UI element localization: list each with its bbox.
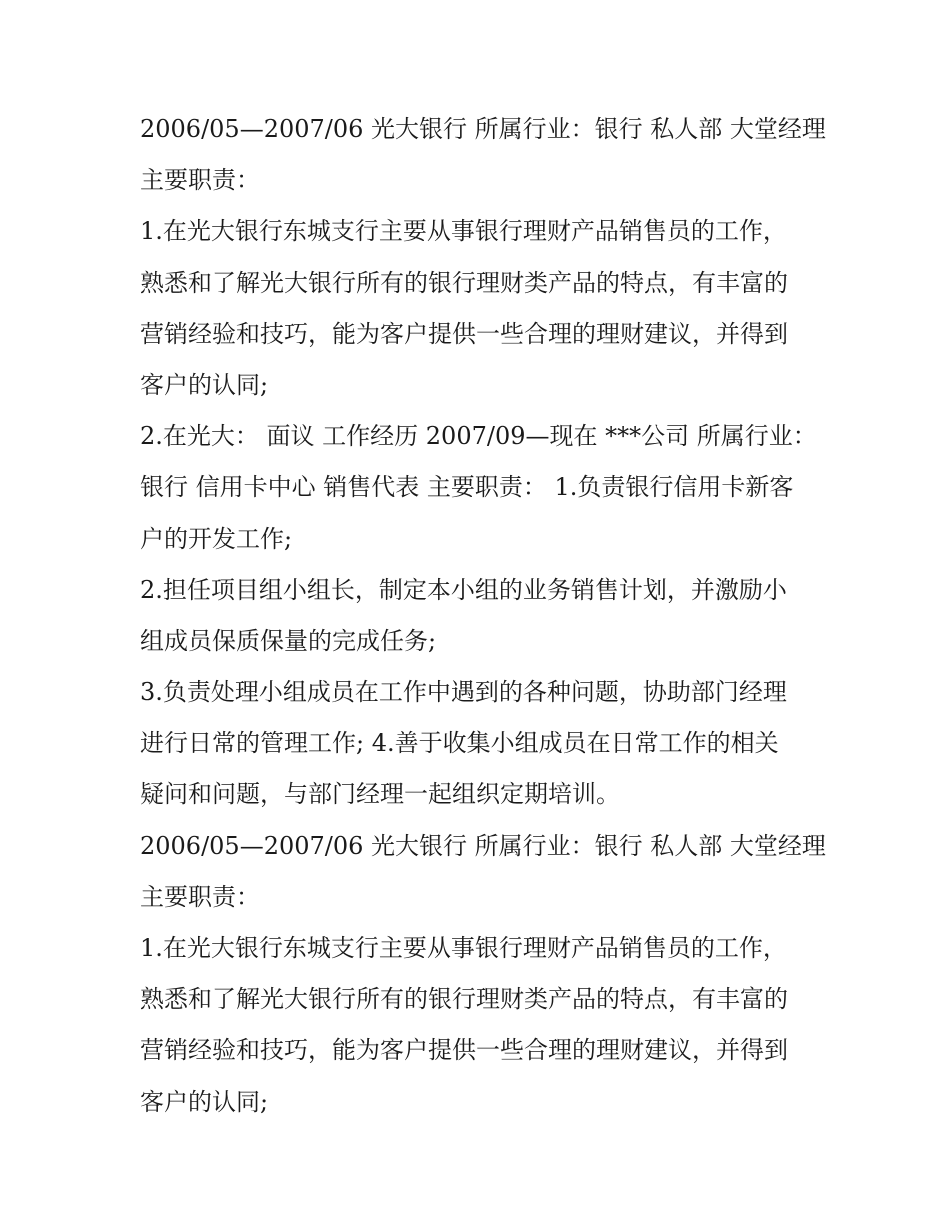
- text-line: 进行日常的管理工作; 4.善于收集小组成员在日常工作的相关: [140, 729, 779, 758]
- text-line: 2006/05—2007/06 光大银行 所属行业：银行 私人部 大堂经理: [140, 115, 826, 143]
- text-line: 主要职责：: [140, 166, 260, 195]
- text-line: 户的开发工作;: [140, 524, 293, 553]
- text-line: 1.在光大银行东城支行主要从事银行理财产品销售员的工作，: [140, 934, 787, 962]
- text-line: 疑问和问题，与部门经理一起组织定期培训。: [140, 780, 620, 809]
- text-line: 组成员保质保量的完成任务;: [140, 626, 437, 655]
- text-line: 3.负责处理小组成员在工作中遇到的各种问题，协助部门经理: [140, 678, 787, 707]
- text-line: 银行 信用卡中心 销售代表 主要职责： 1.负责银行信用卡新客: [140, 473, 794, 502]
- text-line: 熟悉和了解光大银行所有的银行理财类产品的特点，有丰富的: [140, 985, 788, 1014]
- text-line: 熟悉和了解光大银行所有的银行理财类产品的特点，有丰富的: [140, 268, 788, 297]
- text-line: 1.在光大银行东城支行主要从事银行理财产品销售员的工作，: [140, 217, 787, 246]
- text-line: 2.担任项目组小组长，制定本小组的业务销售计划，并激励小: [140, 575, 787, 604]
- text-line: 2006/05—2007/06 光大银行 所属行业：银行 私人部 大堂经理: [140, 831, 826, 860]
- text-line: 营销经验和技巧，能为客户提供一些合理的理财建议，并得到: [140, 319, 788, 348]
- text-line: 主要职责：: [140, 882, 260, 911]
- document-body: [140, 104, 826, 1128]
- text-line: 2.在光大： 面议 工作经历 2007/09—现在 ***公司 所属行业：: [140, 422, 817, 451]
- text-line: 客户的认同;: [140, 1087, 269, 1116]
- text-line: 客户的认同;: [140, 370, 269, 399]
- text-line: 营销经验和技巧，能为客户提供一些合理的理财建议，并得到: [140, 1036, 788, 1065]
